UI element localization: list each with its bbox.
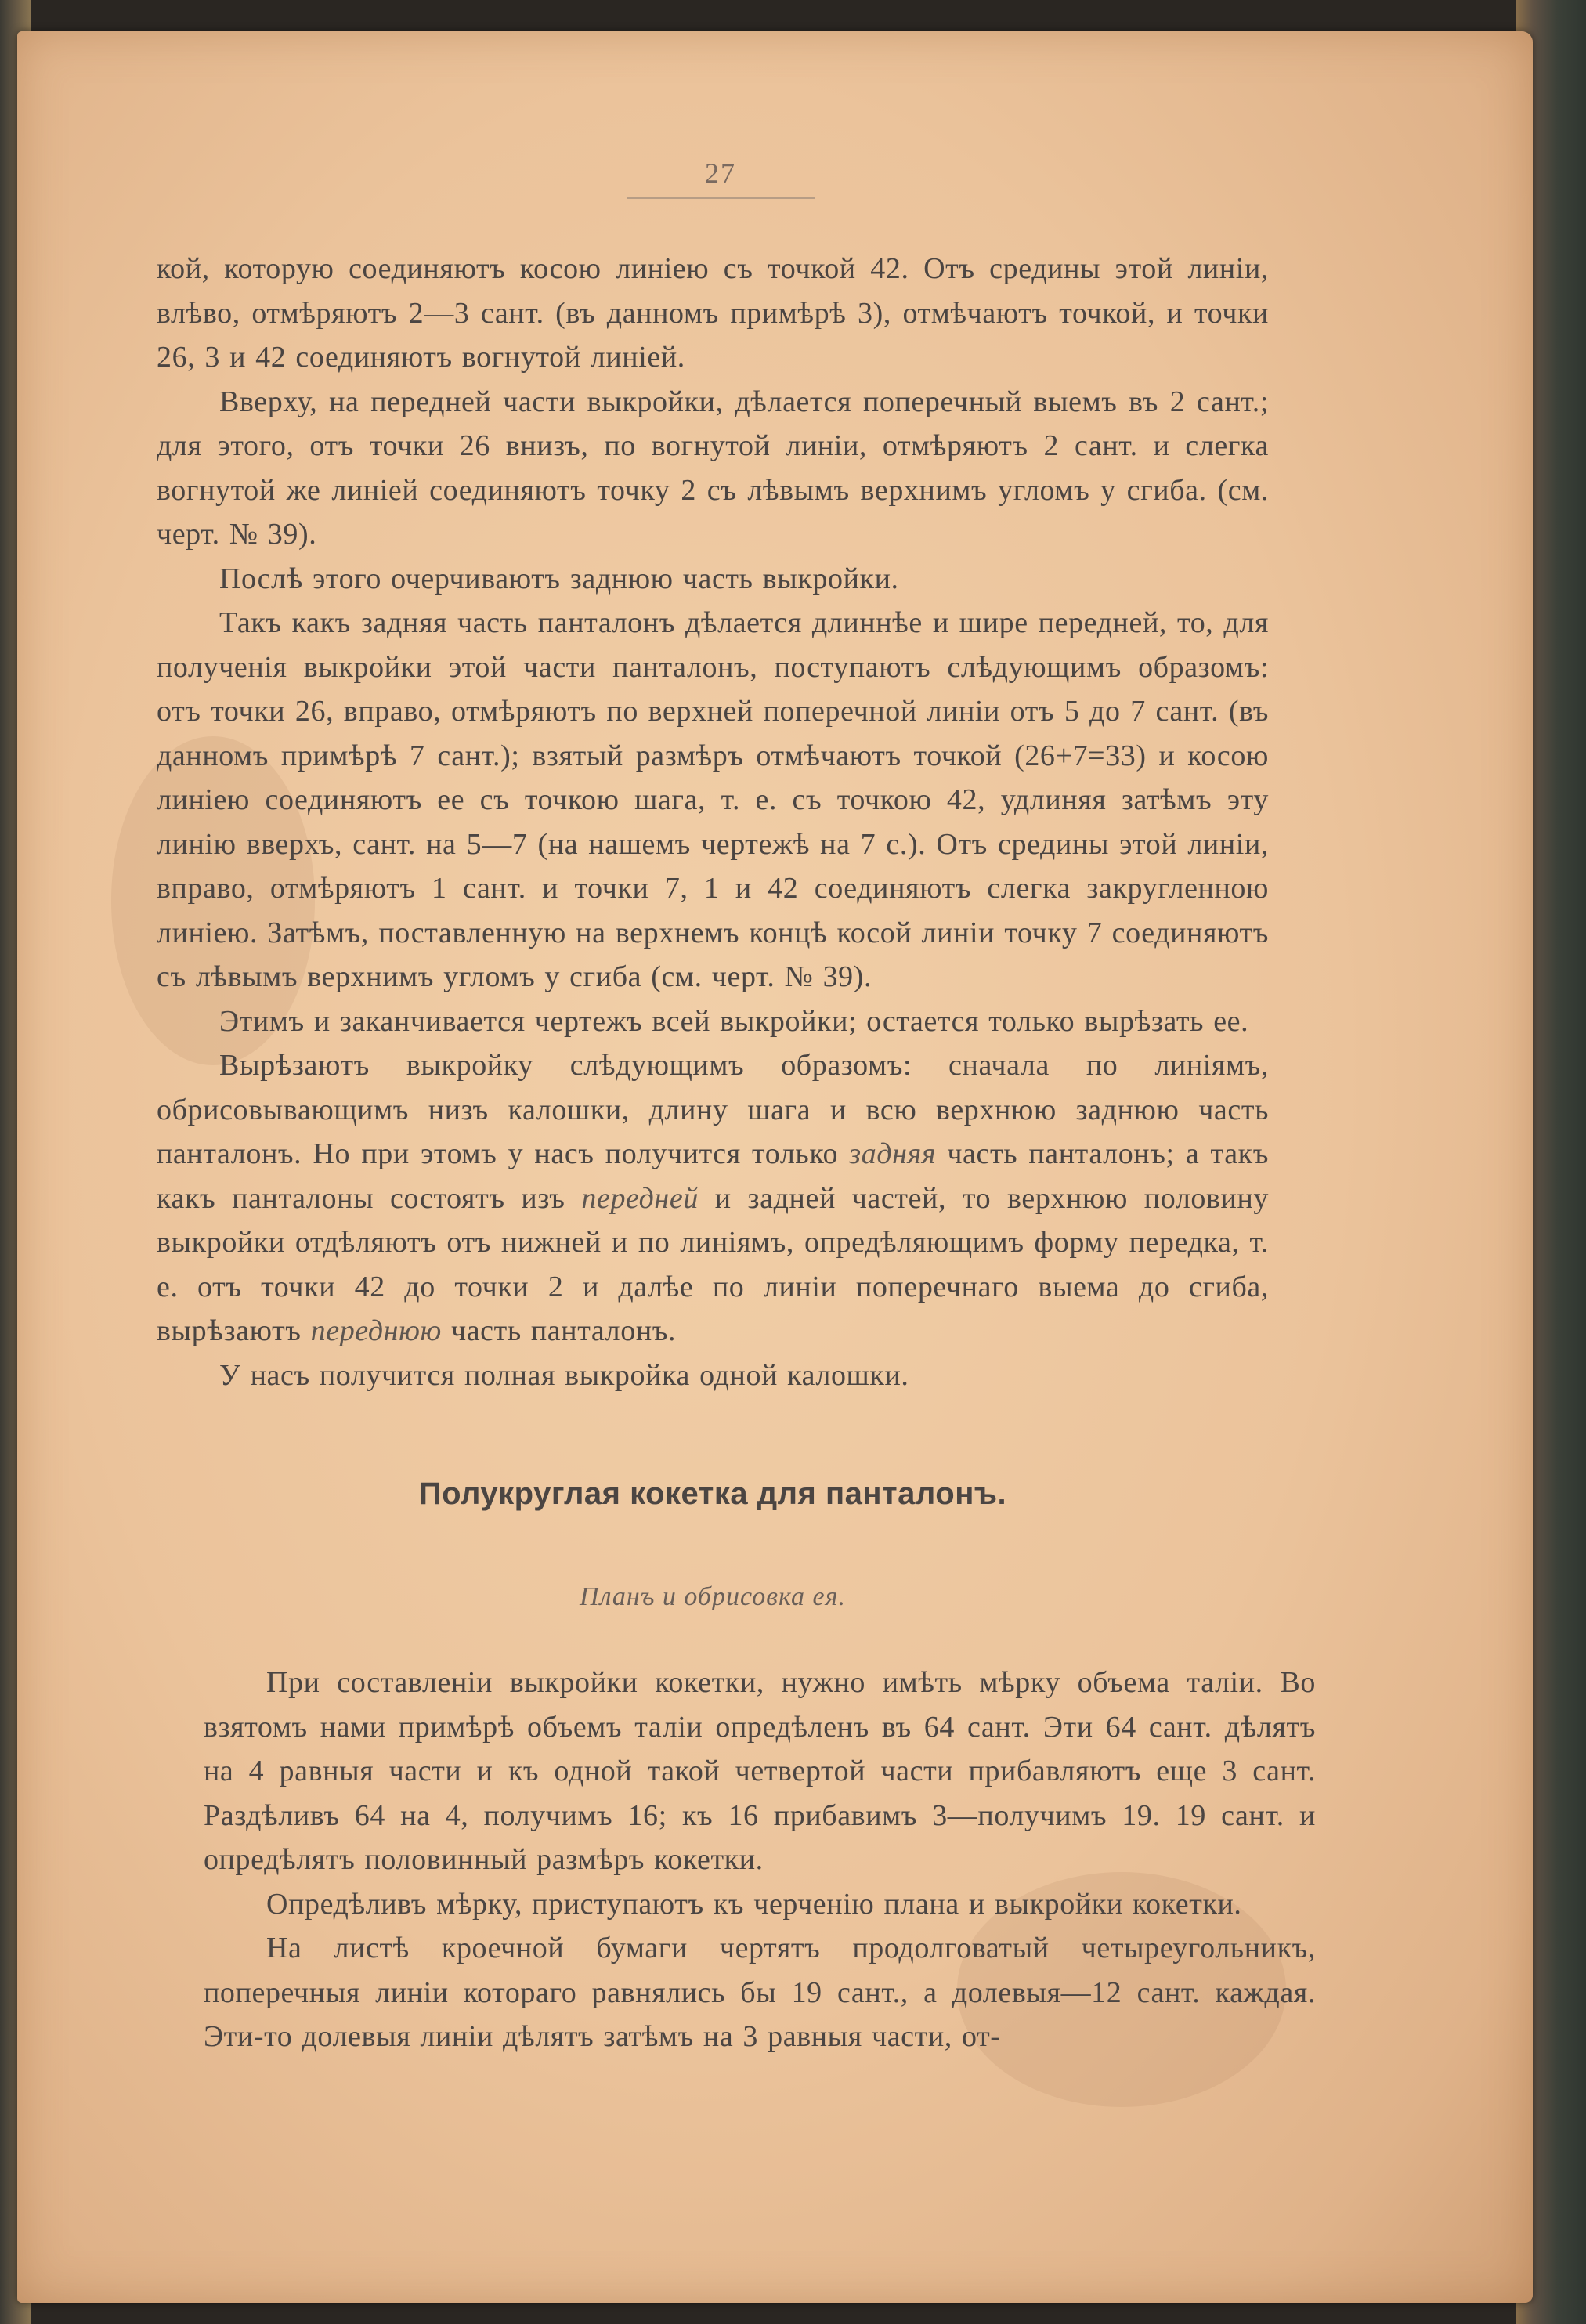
text-run: Вырѣзаютъ выкройку слѣдующимъ образомъ: сначала по линіямъ, обрисовывающимъ низъ калошки, длину шага и всю верхнюю заднюю часть панталонъ. Но при этомъ у насъ получится только [157, 1049, 1269, 1170]
text-block-bottom [204, 1661, 1316, 2059]
emphasis-text: переднюю [310, 1314, 442, 1347]
emphasis-text: передней [581, 1181, 699, 1215]
paragraph: кой, которую соединяютъ косою линіею съ точкой 42. Отъ средины этой линіи, влѣво, отмѣряютъ 2—3 сант. (въ данномъ примѣрѣ 3), отмѣчаютъ точкой, и точки 26, 3 и 42 соединяютъ вогнутой линіей. [157, 252, 1269, 374]
text-run: и задней частей, то верхнюю половину выкройки отдѣляютъ отъ нижней и по линіямъ, опредѣляющимъ форму передка, т. е. отъ точки 42 до точки 2 и далѣе по линіи поперечнаго выема до сгиба, вырѣзаютъ [157, 1181, 1269, 1347]
paragraph: Этимъ и заканчивается чертежъ всей выкройки; остается только вырѣзать ее. [219, 1004, 1249, 1038]
paragraph-cutting [157, 1043, 1269, 1354]
paragraph: Опредѣливъ мѣрку, приступаютъ къ черченію плана и выкройки кокетки. [266, 1887, 1242, 1921]
paragraph: Послѣ этого очерчиваютъ заднюю часть выкройки. [219, 562, 899, 595]
page-number: 27 [705, 157, 736, 189]
paragraph: Такъ какъ задняя часть панталонъ дѣлается длиннѣе и шире передней, то, для полученія выкройки этой части панталонъ, поступаютъ слѣдующимъ образомъ: отъ точки 26, вправо, отмѣряютъ по верхней поперечной линіи отъ 5 до 7 сант. (въ данномъ примѣрѣ 7 сант.); взятый размѣръ отмѣчаютъ точкой (26+7=33) и косою линіею соединяютъ ее съ точкою шага, т. е. съ точкою 42, удлиняя затѣмъ эту линію вверхъ, сант. на 5—7 (на нашемъ чертежѣ на 7 с.). Отъ средины этой линіи, вправо, отмѣряютъ 1 сант. и точки 7, 1 и 42 соединяютъ слегка закругленною линіею. Затѣмъ, поставленную на верхнемъ концѣ косой линіи точку 7 соединяютъ съ лѣвымъ верхнимъ угломъ у сгиба (см. черт. № 39). [157, 606, 1269, 993]
text-run: часть панталонъ. [441, 1314, 677, 1347]
section-subheading: Планъ и обрисовка ея. [580, 1582, 846, 1611]
paragraph: При составленіи выкройки кокетки, нужно имѣть мѣрку объема таліи. Во взятомъ нами примѣрѣ объемъ таліи опредѣленъ въ 64 сант. Эти 64 сант. дѣлятъ на 4 равныя части и къ одной такой четвертой части прибавляютъ еще 3 сант. Раздѣливъ 64 на 4, получимъ 16; къ 16 прибавимъ 3—получимъ 19. 19 сант. и опредѣлятъ половинный размѣръ кокетки. [204, 1666, 1316, 1876]
paragraph: Вверху, на передней части выкройки, дѣлается поперечный выемъ въ 2 сант.; для этого, отъ точки 26 внизъ, по вогнутой линіи, отмѣряютъ 2 сант. и слегка вогнутой же линіей соединяютъ точку 2 съ лѣвымъ верхнимъ угломъ у сгиба. (см. черт. № 39). [157, 385, 1269, 551]
paragraph: На листѣ кроечной бумаги чертятъ продолговатый четыреугольникъ, поперечныя линіи котораго равнялись бы 19 сант., а долевыя—12 сант. каждая. Эти-то долевыя линіи дѣлятъ затѣмъ на 3 равныя части, от- [204, 1932, 1316, 2053]
emphasis-text: задняя [849, 1137, 937, 1170]
page-number-rule [627, 197, 815, 199]
text-block-top [157, 247, 1269, 1397]
section-heading: Полукруглая кокетка для панталонъ. [418, 1476, 1007, 1511]
paragraph: У насъ получится полная выкройка одной калошки. [219, 1358, 909, 1392]
text-run: часть панталонъ; а такъ какъ панталоны состоятъ изъ [157, 1137, 1269, 1215]
